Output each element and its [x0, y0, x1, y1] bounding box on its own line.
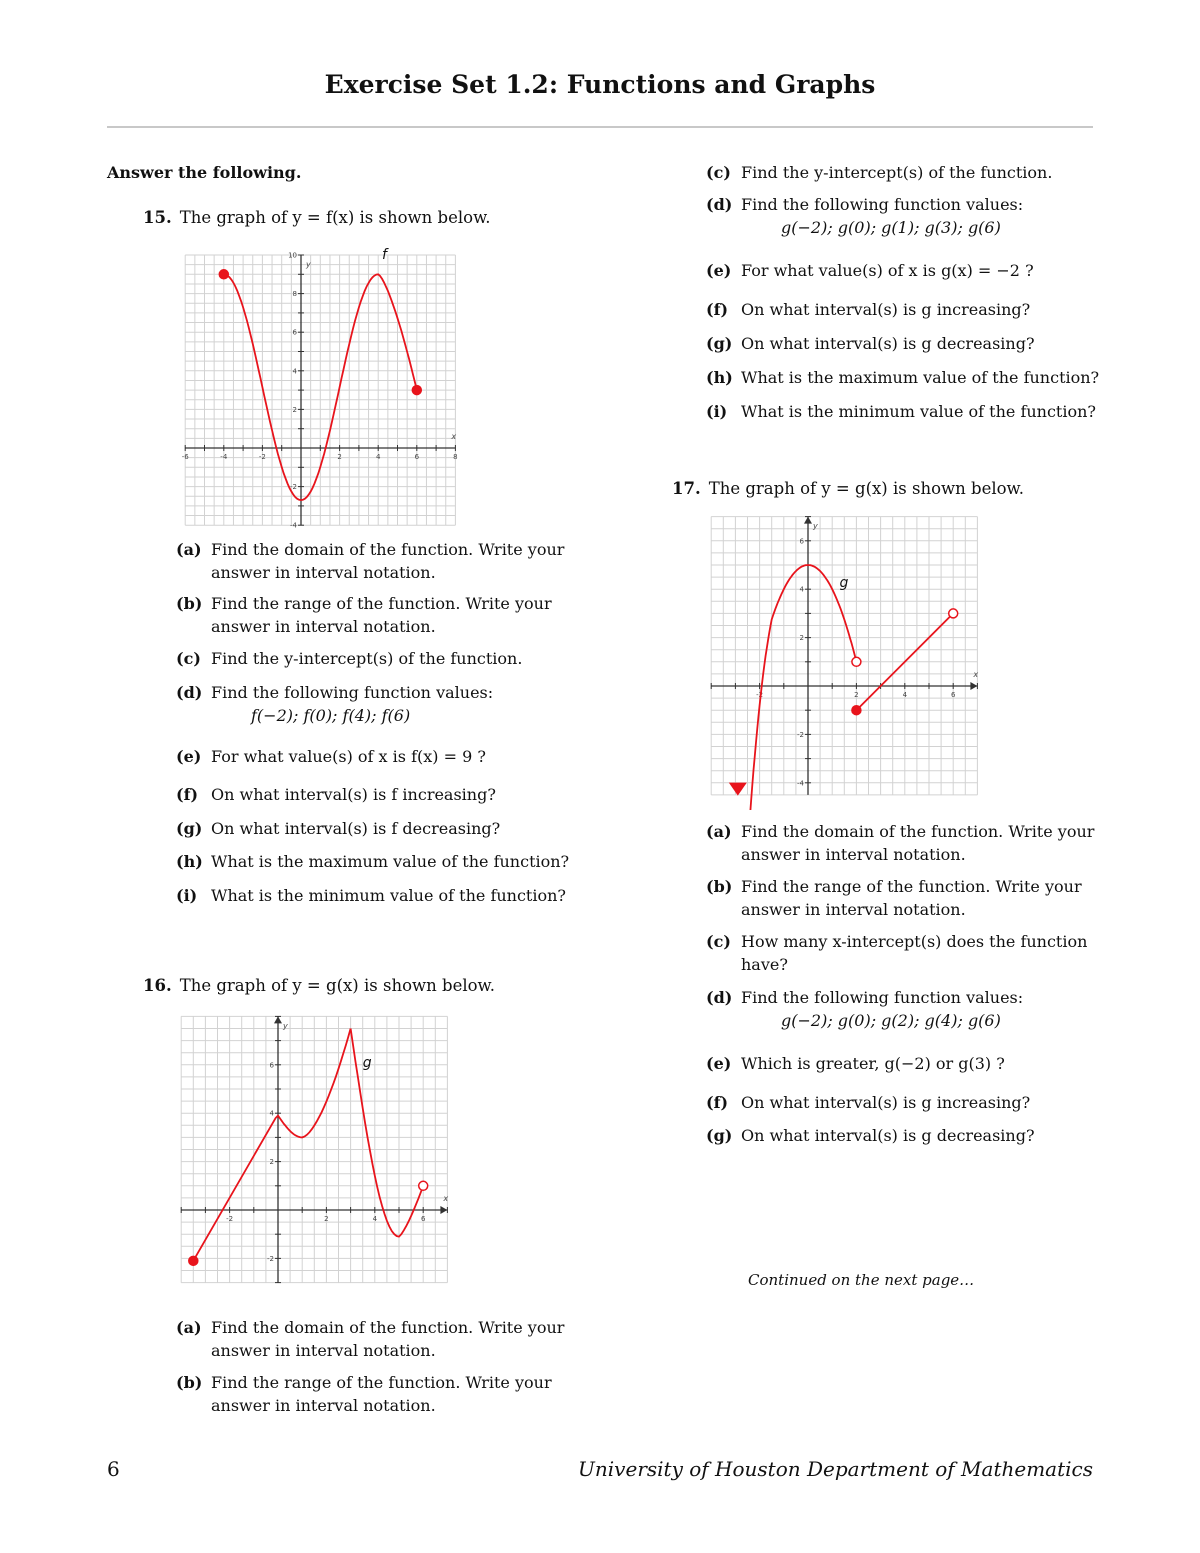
question-label: (i) — [706, 402, 728, 421]
question-continuation: f(−2); f(0); f(4); f(6) — [251, 706, 411, 725]
question-continuation: have? — [741, 955, 788, 974]
y-tick-label: -4 — [290, 521, 297, 530]
question-text: On what interval(s) is g increasing? — [741, 300, 1031, 319]
x-tick-label: -4 — [220, 453, 228, 461]
x-tick-label: 2 — [324, 1215, 329, 1223]
question-label: (d) — [176, 683, 203, 702]
question-label: (a) — [176, 540, 202, 559]
x-axis-label: x — [443, 1194, 449, 1203]
question-label: (f) — [706, 300, 729, 319]
y-tick-label: 4 — [269, 1109, 274, 1118]
question-text: Find the following function values: — [741, 195, 1024, 214]
x-tick-label: -2 — [258, 453, 266, 461]
y-tick-label: 6 — [799, 537, 804, 546]
x-tick-label: 2 — [337, 453, 342, 461]
graph-15 — [175, 240, 465, 530]
y-tick-label: 2 — [799, 634, 804, 643]
problem-15-question-a — [176, 538, 566, 584]
question-text: Find the following function values: — [741, 988, 1024, 1007]
question-continuation: answer in interval notation. — [211, 1341, 436, 1360]
y-tick-label: 8 — [292, 290, 297, 299]
question-label: (g) — [706, 334, 733, 353]
y-tick-label: 4 — [799, 585, 804, 594]
question-label: (b) — [176, 594, 203, 613]
question-label: (b) — [706, 877, 733, 896]
y-tick-label: 4 — [292, 367, 297, 376]
y-axis-arrow — [804, 517, 812, 524]
y-tick-label: -2 — [290, 483, 297, 492]
question-label: (d) — [706, 988, 733, 1007]
question-label: (e) — [706, 261, 732, 280]
question-label: (b) — [176, 1373, 203, 1392]
footer-institution: University of Houston Department of Mathematics — [578, 1457, 1093, 1481]
question-label: (f) — [176, 785, 199, 804]
question-text: What is the maximum value of the function? — [211, 852, 570, 871]
x-tick-label: 6 — [414, 453, 420, 461]
instruction: Answer the following. — [107, 163, 302, 182]
question-continuation: answer in interval notation. — [211, 617, 436, 636]
x-tick-label: -2 — [226, 1215, 234, 1223]
problem-15-question-d — [176, 681, 566, 727]
question-continuation: answer in interval notation. — [211, 563, 436, 582]
question-text: What is the maximum value of the function? — [741, 368, 1100, 387]
question-text: Find the following function values: — [211, 683, 494, 702]
question-text: Find the y-intercept(s) of the function. — [741, 163, 1053, 182]
question-continuation: answer in interval notation. — [741, 900, 966, 919]
question-text: For what value(s) of x is g(x) = −2 ? — [741, 261, 1034, 280]
question-continuation: g(−2); g(0); g(2); g(4); g(6) — [781, 1011, 1001, 1030]
function-label: g — [362, 1055, 372, 1072]
question-text: Find the range of the function. Write your — [211, 594, 552, 613]
closed-endpoint — [412, 386, 421, 395]
question-label: (e) — [176, 747, 202, 766]
question-text: Find the domain of the function. Write your — [211, 1318, 565, 1337]
x-tick-label: 2 — [854, 691, 859, 699]
question-label: (f) — [706, 1093, 729, 1112]
question-text: Find the domain of the function. Write your — [741, 822, 1095, 841]
problem-16-question-a — [176, 1316, 566, 1362]
open-endpoint — [949, 609, 958, 618]
y-tick-label: 2 — [269, 1158, 274, 1167]
closed-endpoint — [219, 270, 228, 279]
x-axis-label: x — [451, 432, 457, 441]
question-text: Find the domain of the function. Write your — [211, 540, 565, 559]
problem-17-question-b — [706, 875, 1096, 921]
question-text: For what value(s) of x is f(x) = 9 ? — [211, 747, 486, 766]
question-text: How many x-intercept(s) does the function — [741, 932, 1088, 951]
question-text: Find the range of the function. Write your — [741, 877, 1082, 896]
y-tick-label: -4 — [797, 779, 804, 788]
problem-16-question-b — [176, 1371, 566, 1417]
x-tick-label: 4 — [375, 453, 381, 461]
question-text: Find the y-intercept(s) of the function. — [211, 649, 523, 668]
question-text: Find the range of the function. Write your — [211, 1373, 552, 1392]
question-continuation: g(−2); g(0); g(1); g(3); g(6) — [781, 218, 1001, 237]
question-label: (h) — [706, 368, 733, 387]
y-tick-label: -2 — [797, 730, 804, 739]
question-text: On what interval(s) is g decreasing? — [741, 334, 1035, 353]
y-axis-label: y — [283, 1021, 288, 1031]
x-axis-arrow — [970, 682, 977, 690]
question-text: On what interval(s) is g decreasing? — [741, 1126, 1035, 1145]
question-text: On what interval(s) is f increasing? — [211, 785, 496, 804]
question-text: Which is greater, g(−2) or g(3) ? — [741, 1054, 1005, 1073]
problem-16-prompt: 16. The graph of y = g(x) is shown below. — [143, 976, 495, 995]
problem-17-question-g — [706, 1124, 1096, 1170]
question-label: (c) — [706, 932, 731, 951]
page-title: Exercise Set 1.2: Functions and Graphs — [324, 70, 876, 99]
problem-17-question-d — [706, 986, 1096, 1032]
y-tick-label: 6 — [269, 1061, 274, 1070]
problem-16-question-d — [706, 193, 1096, 239]
closed-endpoint — [852, 706, 861, 715]
function-label: f — [382, 246, 387, 263]
x-tick-label: 8 — [453, 453, 458, 461]
question-label: (d) — [706, 195, 733, 214]
question-label: (c) — [176, 649, 201, 668]
y-axis-label: y — [813, 521, 818, 531]
function-label: g — [839, 574, 849, 591]
y-axis-label: y — [306, 260, 311, 269]
problem-15-question-b — [176, 592, 566, 638]
question-text: What is the minimum value of the function? — [741, 402, 1096, 421]
problem-17-prompt: 17. The graph of y = g(x) is shown below. — [672, 479, 1024, 498]
y-tick-label: 6 — [292, 328, 297, 337]
question-continuation: answer in interval notation. — [741, 845, 966, 864]
question-label: (i) — [176, 886, 198, 905]
question-label: (a) — [706, 822, 732, 841]
problem-16-question-i — [706, 400, 1096, 446]
closed-endpoint — [189, 1256, 198, 1265]
open-endpoint — [419, 1181, 428, 1190]
problem-15-question-i — [176, 884, 566, 930]
x-axis-arrow — [440, 1206, 447, 1214]
title-divider — [107, 126, 1093, 128]
x-tick-label: -6 — [181, 453, 189, 461]
question-text: What is the minimum value of the function? — [211, 886, 566, 905]
curve-arrow — [729, 783, 747, 796]
question-continuation: answer in interval notation. — [211, 1396, 436, 1415]
open-endpoint — [852, 657, 861, 666]
x-tick-label: 6 — [950, 691, 956, 699]
graph-16 — [175, 1008, 465, 1293]
x-tick-label: 4 — [372, 1215, 378, 1223]
question-text: On what interval(s) is g increasing? — [741, 1093, 1031, 1112]
question-label: (g) — [176, 819, 203, 838]
graph-17 — [704, 510, 994, 810]
question-label: (e) — [706, 1054, 732, 1073]
question-label: (g) — [706, 1126, 733, 1145]
x-tick-label: 4 — [902, 691, 908, 699]
question-label: (c) — [706, 163, 731, 182]
question-text: On what interval(s) is f decreasing? — [211, 819, 501, 838]
page-number: 6 — [107, 1457, 120, 1481]
y-tick-label: -2 — [267, 1254, 274, 1263]
y-tick-label: 10 — [288, 251, 297, 260]
problem-17-question-c — [706, 930, 1096, 976]
x-tick-label: -2 — [756, 691, 764, 699]
question-label: (h) — [176, 852, 203, 871]
y-tick-label: 2 — [292, 405, 297, 414]
problem-15-prompt: 15. The graph of y = f(x) is shown below. — [143, 208, 491, 227]
continued-note: Continued on the next page… — [748, 1271, 975, 1289]
x-axis-label: x — [973, 670, 979, 679]
x-tick-label: 6 — [420, 1215, 426, 1223]
question-label: (a) — [176, 1318, 202, 1337]
y-axis-arrow — [274, 1016, 282, 1023]
problem-17-question-a — [706, 820, 1096, 866]
